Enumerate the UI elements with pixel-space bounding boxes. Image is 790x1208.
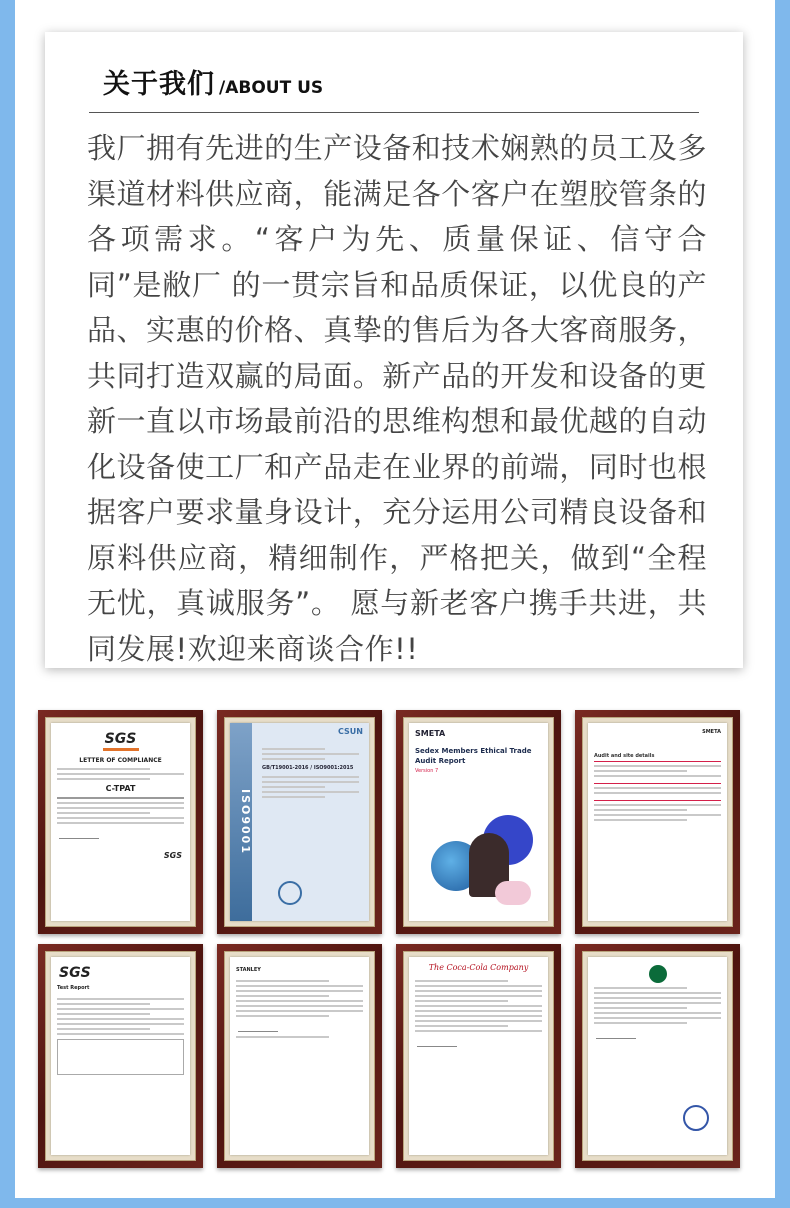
coca-cola-logo-icon: The Coca-Cola Company: [428, 963, 529, 972]
certificate-smeta-audit[interactable]: [575, 710, 740, 934]
certificate-coca-cola[interactable]: [396, 944, 561, 1168]
title-divider: [89, 112, 699, 113]
results-table: [57, 1039, 184, 1075]
sgs-logo-icon: SGS: [59, 965, 91, 981]
signature-icon: [238, 1021, 278, 1032]
smeta-small-logo: SMETA: [702, 729, 721, 735]
seal-icon: [278, 881, 302, 905]
stamp-icon: [683, 1105, 709, 1131]
sgs-logo-icon: SGS: [51, 723, 190, 751]
csun-logo-icon: CSUN: [338, 727, 363, 736]
certificate-sgs-test-report[interactable]: [38, 944, 203, 1168]
about-us-card: [45, 32, 743, 668]
iso-standard: GB/T19001-2016 / ISO9001:2015: [262, 765, 354, 771]
stanley-logo-icon: STANLEY: [236, 967, 261, 973]
iso-band: ISO9001: [230, 723, 252, 921]
certificate-smeta-cover[interactable]: [396, 710, 561, 934]
smeta-logo-icon: SMETA: [415, 729, 446, 738]
certificate-iso9001[interactable]: [217, 710, 382, 934]
audit-heading: Audit and site details: [594, 753, 655, 759]
certificate-starbucks[interactable]: [575, 944, 740, 1168]
starbucks-logo-icon: [649, 965, 667, 983]
certificate-program: C-TPAT: [105, 784, 136, 793]
certificate-heading: LETTER OF COMPLIANCE: [79, 757, 162, 764]
sgs-footer-logo: SGS: [163, 851, 182, 860]
test-report-heading: Test Report: [57, 985, 90, 991]
signature-icon: [59, 828, 99, 839]
certificate-stanley[interactable]: [217, 944, 382, 1168]
title-chinese: 关于我们: [103, 69, 215, 100]
signature-icon: [596, 1028, 636, 1039]
smeta-version: Version 7: [415, 768, 439, 774]
certificate-sgs-ctpat[interactable]: [38, 710, 203, 934]
section-title: [103, 62, 323, 101]
smeta-report-title: Sedex Members Ethical Trade Audit Report: [415, 747, 532, 765]
signature-icon: [417, 1036, 457, 1047]
about-paragraph: 我厂拥有先进的生产设备和技术娴熟的员工及多渠道材料供应商，能满足各个客户在塑胶管条的各项需求。“客户为先、质量保证、信守合同”是敝厂 的一贯宗旨和品质保证，以优良的产品、实惠的价格、真挚的售后为各大客商服务，共同打造双赢的局面。新产品的开发和设备的更新一直以市场最前沿的思维构想和最优越的自动化设备使工厂和产品走在业界的前端，同时也根据客户要求量身设计，充分运用公司精良设备和原料供应商，精细制作，严格把关，做到“全程无忧，真诚服务”。 愿与新老客户携手共进，共同发展!欢迎来商谈合作!!: [87, 131, 707, 666]
title-english: /ABOUT US: [219, 78, 324, 98]
